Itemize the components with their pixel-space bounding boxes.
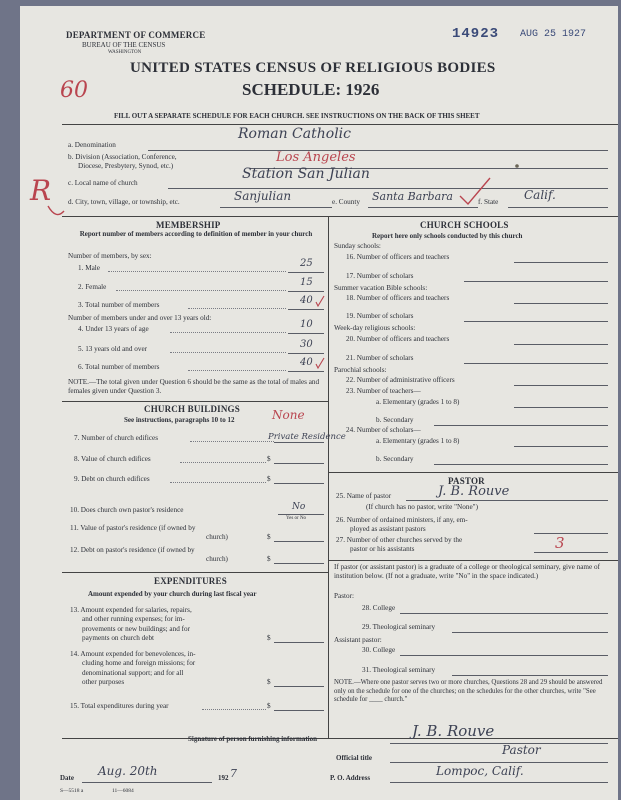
q30-college-field[interactable] bbox=[400, 655, 608, 656]
section-rule bbox=[328, 560, 618, 561]
q15-total-field[interactable] bbox=[274, 710, 324, 711]
bureau-heading: BUREAU OF THE CENSUS bbox=[82, 41, 166, 49]
section-rule bbox=[62, 401, 328, 402]
q25-label: 25. Name of pastor bbox=[336, 492, 392, 500]
q28-label: 28. College bbox=[362, 604, 396, 612]
po-address-field[interactable]: Lompoc, Calif. bbox=[436, 764, 524, 778]
pastor-note: NOTE.—Where one pastor serves two or more churches, Questions 28 and 29 should be answered only on the schedule for one of the churches; on the schedules for the other churches, write "See schedule for ____ church." bbox=[334, 679, 603, 704]
buildings-subheading: See instructions, paragraphs 10 to 12 bbox=[124, 416, 235, 424]
expenditures-subheading: Amount expended by your church during last fiscal year bbox=[88, 590, 257, 598]
q5-label: 5. 13 years old and over bbox=[78, 345, 148, 353]
q25-hint: (If church has no pastor, write "None") bbox=[366, 503, 478, 511]
q24a-field[interactable] bbox=[514, 446, 608, 447]
q27-line bbox=[534, 552, 608, 553]
department-heading: DEPARTMENT OF COMMERCE bbox=[66, 30, 206, 40]
q7-line bbox=[274, 442, 324, 443]
q19-label: 19. Number of scholars bbox=[346, 312, 414, 320]
parochial-schools-label: Parochial schools: bbox=[334, 366, 387, 374]
q24a-label: a. Elementary (grades 1 to 8) bbox=[376, 437, 460, 445]
q6-total-field[interactable]: 40 bbox=[300, 357, 313, 368]
q27-other-churches-field[interactable]: 3 bbox=[555, 534, 565, 552]
q10-label: 10. Does church own pastor's residence bbox=[70, 506, 184, 514]
q1-label: 1. Male bbox=[78, 264, 100, 272]
q26-field[interactable] bbox=[534, 533, 608, 534]
q21-label: 21. Number of scholars bbox=[346, 354, 414, 362]
pastor-subhead: Pastor: bbox=[334, 592, 354, 600]
q7-label: 7. Number of church edifices bbox=[74, 434, 159, 442]
q12-label-cont: church) bbox=[206, 555, 228, 563]
year-prefix: 192 bbox=[218, 774, 229, 782]
q14-dollar: $ bbox=[267, 678, 271, 686]
q22-field[interactable] bbox=[514, 385, 608, 386]
summer-schools-label: Summer vacation Bible schools: bbox=[334, 284, 428, 292]
red-margin-letter: R bbox=[30, 174, 52, 207]
signature-label: Signature of person furnishing information bbox=[188, 735, 317, 743]
schedule-title: SCHEDULE: 1926 bbox=[242, 80, 380, 99]
q19-field[interactable] bbox=[464, 321, 608, 322]
q7-edifices-field[interactable]: Private Residence bbox=[268, 432, 346, 442]
q1-male-field[interactable]: 25 bbox=[300, 258, 313, 269]
city-heading: WASHINGTON bbox=[108, 50, 142, 55]
buildings-heading: CHURCH BUILDINGS bbox=[144, 404, 240, 414]
q20-label: 20. Number of officers and teachers bbox=[346, 335, 450, 343]
q29-seminary-field[interactable] bbox=[452, 632, 608, 633]
dot-leader bbox=[190, 441, 274, 442]
q2-female-field[interactable]: 15 bbox=[300, 277, 313, 288]
q31-label: 31. Theological seminary bbox=[362, 666, 436, 674]
local-name-label: c. Local name of church bbox=[68, 179, 138, 187]
city-label: d. City, town, village, or township, etc. bbox=[68, 198, 180, 206]
q3-label: 3. Total number of members bbox=[78, 301, 160, 309]
q18-label: 18. Number of officers and teachers bbox=[346, 294, 450, 302]
q13-dollar: $ bbox=[267, 634, 271, 642]
q16-label: 16. Number of officers and teachers bbox=[346, 253, 450, 261]
q18-field[interactable] bbox=[514, 303, 608, 304]
q31-seminary-field[interactable] bbox=[452, 675, 608, 676]
q13-amount-field[interactable] bbox=[274, 642, 324, 643]
q11-label: 11. Value of pastor's residence (if owned by bbox=[70, 524, 196, 532]
q12-dollar: $ bbox=[267, 555, 271, 563]
q15-label: 15. Total expenditures during year bbox=[70, 702, 169, 710]
members-by-age-label: Number of members under and over 13 years old: bbox=[68, 314, 212, 322]
section-rule bbox=[62, 572, 328, 573]
q16-field[interactable] bbox=[514, 262, 608, 263]
q9-label: 9. Debt on church edifices bbox=[74, 475, 150, 483]
form-title: UNITED STATES CENSUS OF RELIGIOUS BODIES bbox=[130, 60, 496, 76]
q24-label: 24. Number of scholars— bbox=[346, 426, 421, 434]
official-title-label: Official title bbox=[336, 754, 372, 762]
q14-amount-field[interactable] bbox=[274, 686, 324, 687]
q25-line bbox=[406, 500, 608, 501]
dot-leader bbox=[180, 462, 266, 463]
q13-label: 13. Amount expended for salaries, repairs, and other running expenses; for im- provements or new buildings; and for payments on church debt bbox=[70, 606, 192, 643]
q26-label: 26. Number of ordained ministers, if any, em- ployed as assistant pastors bbox=[336, 516, 468, 534]
expenditures-heading: EXPENDITURES bbox=[154, 576, 227, 586]
q24b-field[interactable] bbox=[434, 464, 608, 465]
table-bottom-rule bbox=[62, 738, 618, 739]
yes-or-no-hint: Yes or No bbox=[286, 516, 307, 521]
q3-total-field[interactable]: 40 bbox=[300, 295, 313, 306]
division-label-cont: Diocese, Presbytery, Synod, etc.) bbox=[78, 162, 174, 170]
q24b-label: b. Secondary bbox=[376, 455, 414, 463]
pastor-heading: PASTOR bbox=[448, 476, 485, 486]
q17-label: 17. Number of scholars bbox=[346, 272, 414, 280]
weekday-schools-label: Week-day religious schools: bbox=[334, 324, 416, 332]
date-label: Date bbox=[60, 774, 74, 782]
q14-label: 14. Amount expended for benevolences, in- cluding home and foreign missions; for denominational support; and for all other purposes bbox=[70, 650, 196, 687]
membership-note: NOTE.—The total given under Question 6 should be the same as the total of males and females given under Question 3. bbox=[68, 378, 320, 395]
division-field[interactable]: Los Angeles bbox=[276, 150, 356, 165]
po-address-label: P. O. Address bbox=[330, 774, 371, 782]
q29-label: 29. Theological seminary bbox=[362, 623, 436, 631]
q20-field[interactable] bbox=[514, 344, 608, 345]
date-field[interactable]: Aug. 20th bbox=[98, 764, 158, 778]
q11-label-cont: church) bbox=[206, 533, 228, 541]
schools-subheading: Report here only schools conducted by this church bbox=[372, 232, 523, 240]
ink-spot-icon bbox=[515, 164, 519, 168]
membership-checkmarks bbox=[20, 6, 340, 376]
q4-label: 4. Under 13 years of age bbox=[78, 325, 149, 333]
print-number: 11—6084 bbox=[112, 788, 134, 794]
red-check-icon bbox=[316, 358, 324, 368]
q11-value-field[interactable] bbox=[274, 541, 324, 542]
q23a-field[interactable] bbox=[514, 407, 608, 408]
state-label: f. State bbox=[478, 198, 499, 206]
year-field[interactable]: 7 bbox=[230, 767, 237, 780]
q4-under-13-field[interactable]: 10 bbox=[300, 319, 313, 330]
local-name-field[interactable]: Station San Julian bbox=[242, 166, 370, 182]
q8-value-field[interactable] bbox=[274, 463, 324, 464]
dot-leader bbox=[170, 482, 266, 483]
q2-label: 2. Female bbox=[78, 283, 107, 291]
denomination-label: a. Denomination bbox=[68, 141, 116, 149]
q23a-label: a. Elementary (grades 1 to 8) bbox=[376, 398, 460, 406]
membership-heading: MEMBERSHIP bbox=[156, 220, 221, 230]
q9-debt-field[interactable] bbox=[274, 483, 324, 484]
signature-line bbox=[390, 743, 608, 744]
schools-heading: CHURCH SCHOOLS bbox=[420, 220, 509, 230]
q23b-label: b. Secondary bbox=[376, 416, 414, 424]
q6-label: 6. Total number of members bbox=[78, 363, 160, 371]
official-title-field[interactable]: Pastor bbox=[502, 743, 541, 757]
q8-dollar: $ bbox=[267, 455, 271, 463]
official-title-line bbox=[390, 762, 608, 763]
q23b-field[interactable] bbox=[434, 425, 608, 426]
red-check-icon bbox=[316, 296, 324, 306]
college-instruction: If pastor (or assistant pastor) is a graduate of a college or theological seminary, give name of institution below. (If not a graduate, write "No" in the space indicated.) bbox=[334, 563, 600, 581]
state-field[interactable]: Calif. bbox=[524, 188, 556, 202]
q27-label: 27. Number of other churches served by the pastor or his assistants bbox=[336, 536, 463, 554]
q28-college-field[interactable] bbox=[400, 613, 608, 614]
dot-leader bbox=[202, 709, 266, 710]
q8-label: 8. Value of church edifices bbox=[74, 455, 151, 463]
membership-subheading: Report number of members according to definition of member in your church bbox=[79, 230, 313, 238]
receipt-stamp-date: AUG 25 1927 bbox=[520, 29, 587, 40]
county-field[interactable]: Santa Barbara bbox=[372, 190, 453, 203]
q17-field[interactable] bbox=[464, 281, 608, 282]
denomination-field[interactable]: Roman Catholic bbox=[238, 126, 351, 142]
po-address-line bbox=[390, 782, 608, 783]
assistant-subhead: Assistant pastor: bbox=[334, 636, 382, 644]
q10-owns-residence-field[interactable]: No bbox=[292, 502, 306, 512]
division-label: b. Division (Association, Conference, bbox=[68, 153, 177, 161]
q10-line bbox=[278, 514, 324, 515]
q11-dollar: $ bbox=[267, 533, 271, 541]
members-by-sex-label: Number of members, by sex: bbox=[68, 252, 152, 260]
city-field[interactable]: Sanjulian bbox=[234, 189, 292, 203]
date-line bbox=[82, 782, 212, 783]
q23-label: 23. Number of teachers— bbox=[346, 387, 421, 395]
q12-debt-field[interactable] bbox=[274, 563, 324, 564]
q12-label: 12. Debt on pastor's residence (if owned by bbox=[70, 546, 195, 554]
red-margin-number: 60 bbox=[60, 78, 88, 103]
q5-over-13-field[interactable]: 30 bbox=[300, 339, 313, 350]
receipt-stamp-number: 14923 bbox=[452, 26, 500, 42]
signature-field[interactable]: J. B. Rouve bbox=[412, 722, 495, 740]
q22-label: 22. Number of administrative officers bbox=[346, 376, 455, 384]
buildings-none-note: None bbox=[272, 408, 305, 422]
red-check-icon bbox=[460, 178, 490, 204]
q15-dollar: $ bbox=[267, 702, 271, 710]
q30-label: 30. College bbox=[362, 646, 396, 654]
q9-dollar: $ bbox=[267, 475, 271, 483]
q21-field[interactable] bbox=[464, 363, 608, 364]
sunday-schools-label: Sunday schools: bbox=[334, 242, 381, 250]
general-instruction: FILL OUT A SEPARATE SCHEDULE FOR EACH CHURCH. SEE INSTRUCTIONS ON THE BACK OF THIS SHEET bbox=[114, 112, 480, 120]
census-form-page bbox=[20, 6, 618, 800]
form-number: S—5518 a bbox=[60, 788, 84, 794]
section-rule bbox=[328, 472, 618, 473]
county-label: e. County bbox=[332, 198, 360, 206]
q25-pastor-name-field[interactable]: J. B. Rouve bbox=[438, 484, 510, 499]
